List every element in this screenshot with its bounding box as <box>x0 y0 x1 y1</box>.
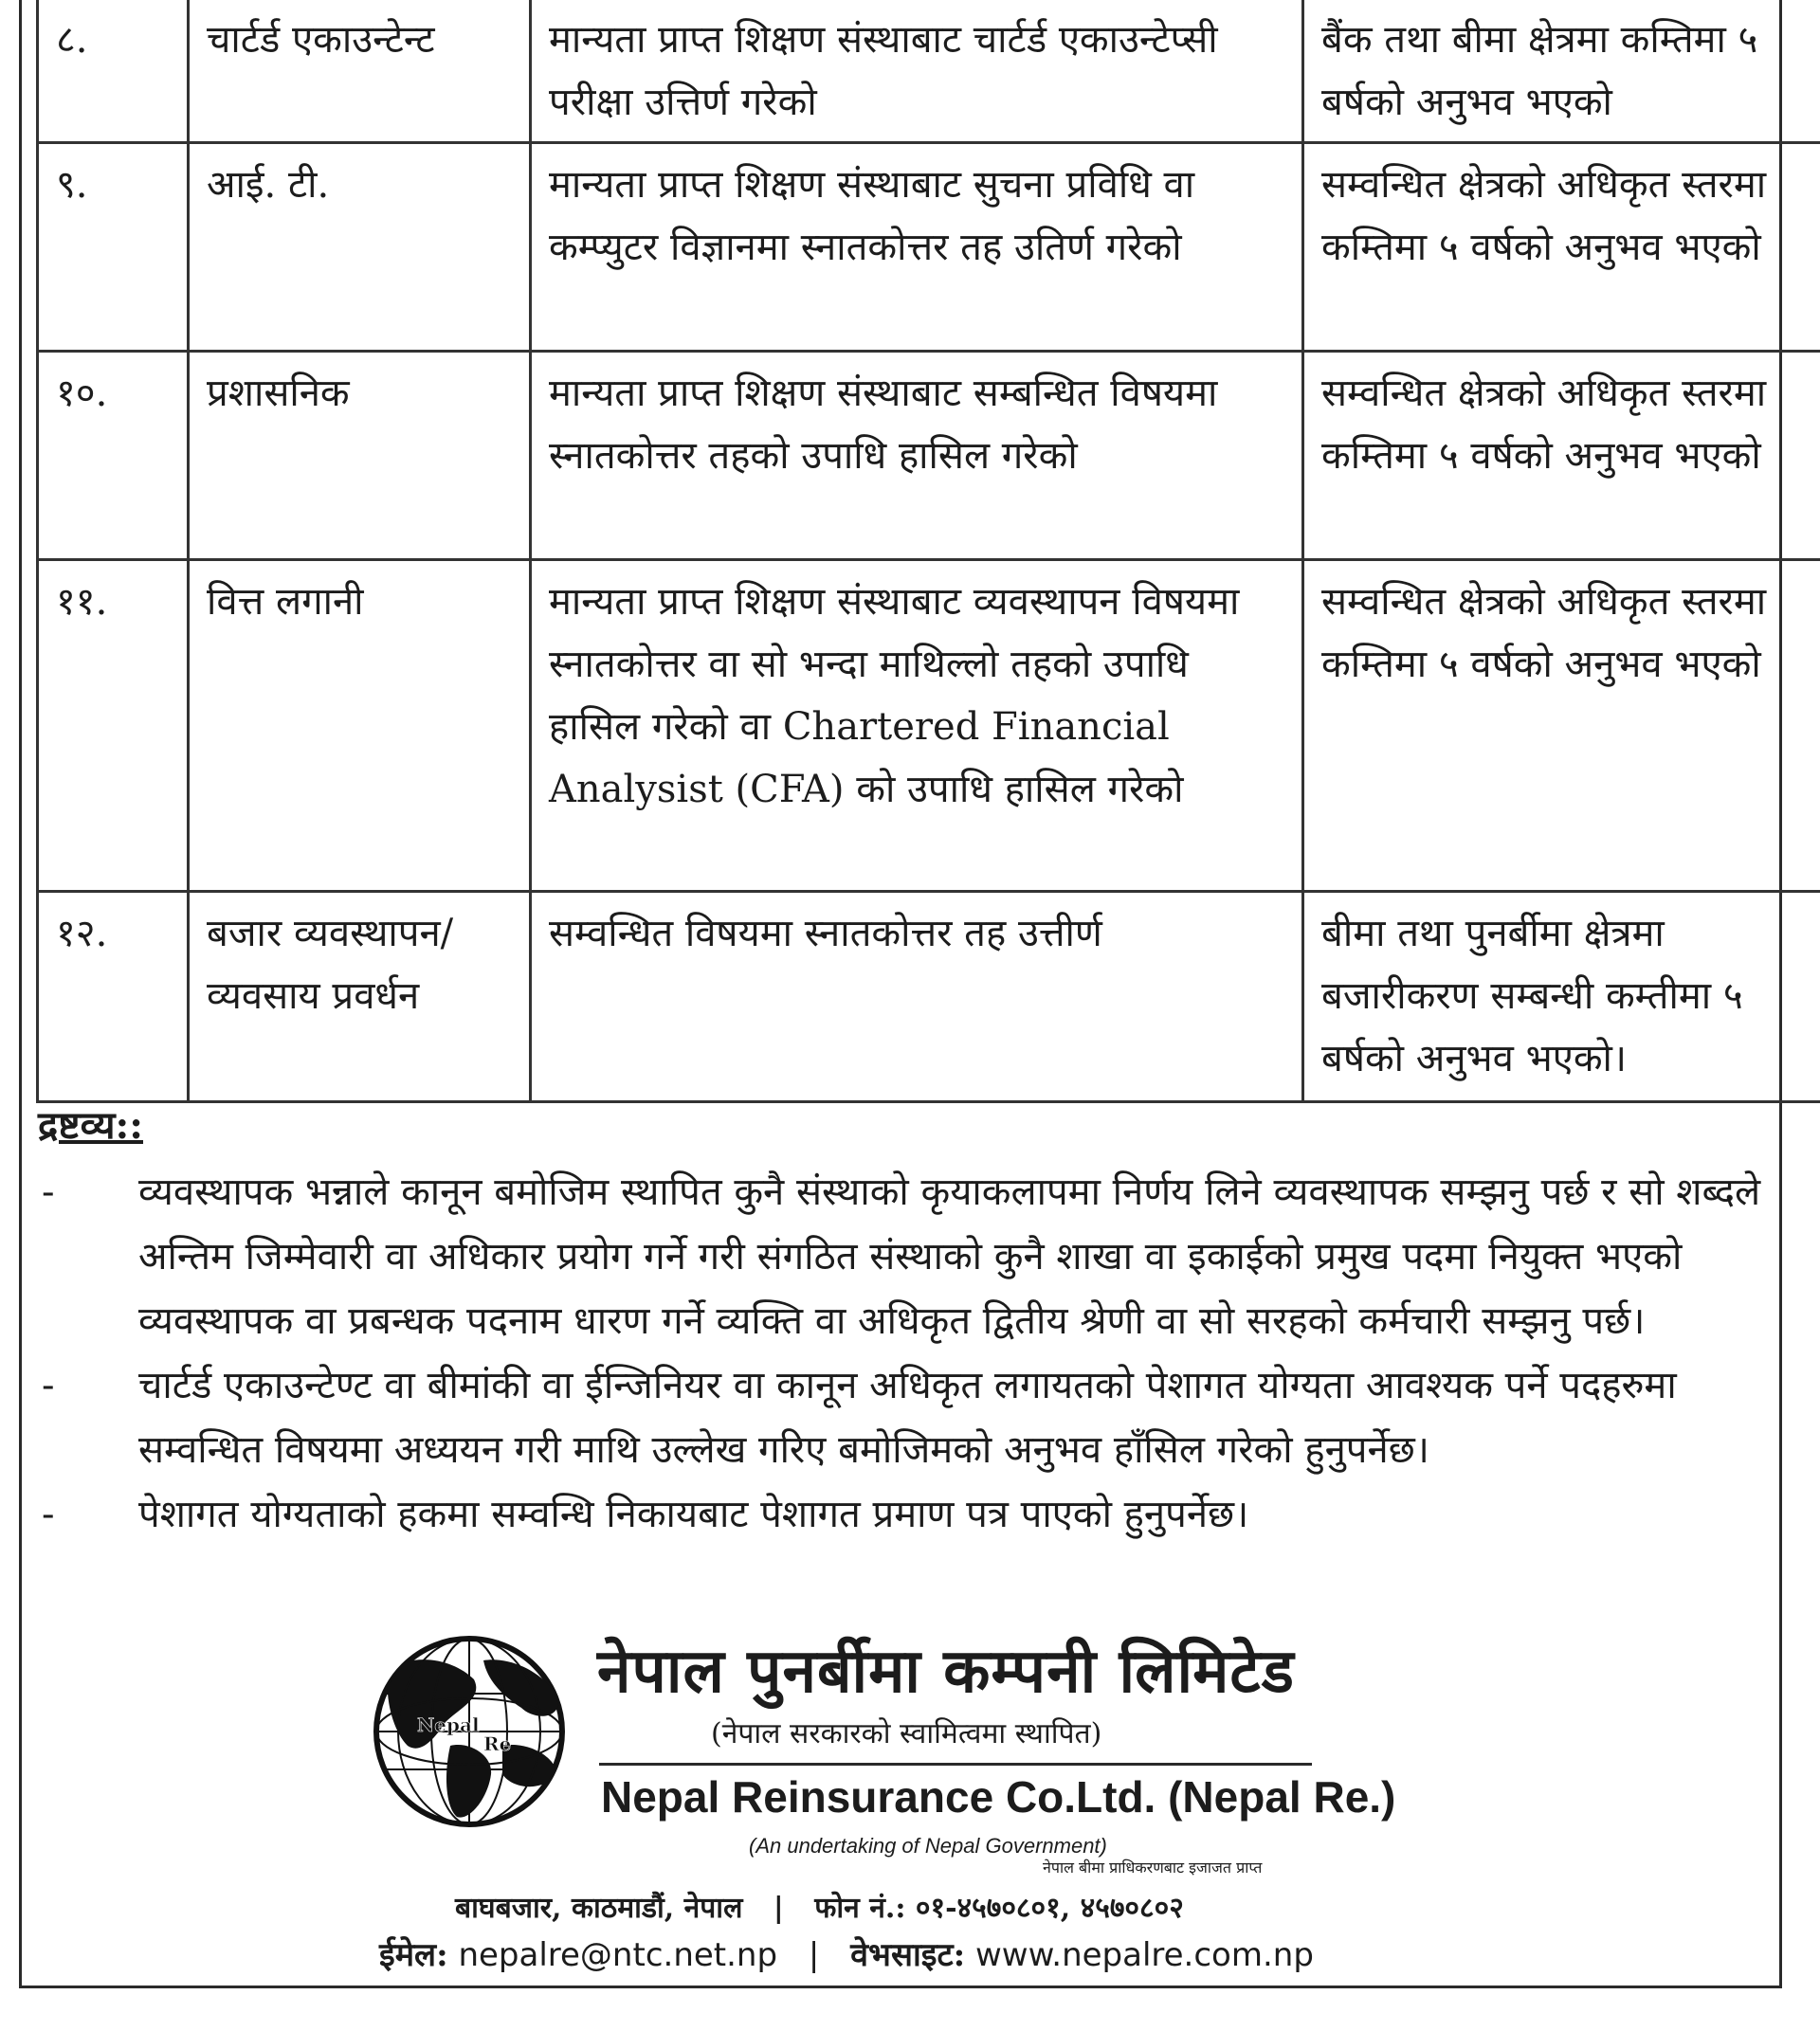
company-name-nepali: नेपाल पुनर्बीमा कम्पनी लिमिटेड <box>597 1636 1295 1707</box>
note-bullet: - <box>42 1364 55 1407</box>
address: बाघबजार, काठमाडौं, नेपाल <box>455 1892 743 1925</box>
company-footer <box>0 1630 1820 1990</box>
phone-label: फोन नं.: <box>814 1892 906 1925</box>
note-bullet: - <box>42 1493 55 1536</box>
website-link[interactable]: www.nepalre.com.np <box>974 1936 1314 1974</box>
note-text: पेशागत योग्यताको हकमा सम्वन्धि निकायबाट पेशागत प्रमाण पत्र पाएको हुनुपर्नेछ। <box>138 1493 1249 1536</box>
globe-logo-icon <box>370 1632 569 1831</box>
qualification-cell: मान्यता प्राप्त शिक्षण संस्थाबाट सम्बन्धित विषयमा स्नातकोत्तर तहको उपाधि हासिल गरेको <box>531 352 1303 560</box>
qualification-cell: सम्वन्धित विषयमा स्नातकोत्तर तह उत्तीर्ण <box>531 892 1303 1102</box>
qualification-cell: मान्यता प्राप्त शिक्षण संस्थाबाट सुचना प्रविधि वा कम्प्युटर विज्ञानमा स्नातकोत्तर तह उतिर्ण गरेको <box>531 143 1303 352</box>
post-name: बजार व्यवस्थापन/ व्यवसाय प्रवर्धन <box>189 892 531 1102</box>
post-name: चार्टर्ड एकाउन्टेन्ट <box>189 0 531 143</box>
post-name: आई. टी. <box>189 143 531 352</box>
qualification-cell: मान्यता प्राप्त शिक्षण संस्थाबाट व्यवस्थापन विषयमा स्नातकोत्तर वा सो भन्दा माथिल्लो तहको उपाधि हासिल गरेको वा Chartered Financial Analysist (CFA) को उपाधि हासिल गरेको <box>531 560 1303 892</box>
table-row <box>38 0 1820 143</box>
row-number: ९. <box>38 143 189 352</box>
company-subtitle-nepali: (नेपाल सरकारको स्वामित्वमा स्थापित) <box>711 1717 1102 1750</box>
qualification-table <box>36 0 1820 1103</box>
separator: | <box>808 1936 820 1974</box>
notes-section <box>38 1097 1782 1547</box>
row-number: ११. <box>38 560 189 892</box>
table-row <box>38 560 1820 892</box>
email-label: ईमेल: <box>379 1936 448 1974</box>
separator: | <box>773 1892 784 1925</box>
company-name-english: Nepal Reinsurance Co.Ltd. (Nepal Re.) <box>601 1772 1396 1822</box>
row-number: १०. <box>38 352 189 560</box>
experience-cell: सम्वन्धित क्षेत्रको अधिकृत स्तरमा कम्तिमा ५ वर्षको अनुभव भएको <box>1303 560 1820 892</box>
post-name: प्रशासनिक <box>189 352 531 560</box>
experience-cell: बैंक तथा बीमा क्षेत्रमा कम्तिमा ५ बर्षको अनुभव भएको <box>1303 0 1820 143</box>
address-line <box>455 1888 1184 1930</box>
notes-title: द्रष्टव्य:: <box>38 1103 144 1148</box>
row-number: १२. <box>38 892 189 1102</box>
note-item <box>38 1353 1782 1482</box>
experience-cell: सम्वन्धित क्षेत्रको अधिकृत स्तरमा कम्तिमा ५ वर्षको अनुभव भएको <box>1303 143 1820 352</box>
license-line: नेपाल बीमा प्राधिकरणबाट इजाजत प्राप्त <box>1043 1859 1263 1877</box>
website-label: वेभसाइट: <box>850 1936 966 1974</box>
qualification-cell: मान्यता प्राप्त शिक्षण संस्थाबाट चार्टर्ड एकाउन्टेप्सी परीक्षा उत्तिर्ण गरेको <box>531 0 1303 143</box>
table-row <box>38 143 1820 352</box>
post-name: वित्त लगानी <box>189 560 531 892</box>
note-text: चार्टर्ड एकाउन्टेण्ट वा बीमांकी वा ईन्जिनियर वा कानून अधिकृत लगायतको पेशागत योग्यता आवश्यक पर्ने पदहरुमा सम्वन्धित विषयमा अध्ययन गरी माथि उल्लेख गरिए बमोजिमको अनुभव हाँसिल गरेको हुनुपर्नेछ। <box>138 1364 1677 1472</box>
divider <box>599 1763 1312 1766</box>
logo-text-nepal: Nepal <box>417 1714 480 1736</box>
logo-text-re: Re <box>483 1732 512 1755</box>
row-number: ८. <box>38 0 189 143</box>
email-link[interactable]: nepalre@ntc.net.np <box>458 1936 778 1974</box>
table-row <box>38 892 1820 1102</box>
note-item <box>38 1160 1782 1353</box>
contact-line <box>379 1933 1314 1977</box>
note-item <box>38 1482 1782 1547</box>
experience-cell: बीमा तथा पुनर्बीमा क्षेत्रमा बजारीकरण सम्बन्धी कम्तीमा ५ बर्षको अनुभव भएको। <box>1303 892 1820 1102</box>
phone-number: ०१-४५७०८०१, ४५७०८०२ <box>915 1892 1184 1925</box>
note-bullet: - <box>42 1170 55 1214</box>
company-subtitle-english: (An undertaking of Nepal Government) <box>749 1834 1107 1858</box>
table-row <box>38 352 1820 560</box>
note-text: व्यवस्थापक भन्नाले कानून बमोजिम स्थापित कुनै संस्थाको कृयाकलापमा निर्णय लिने व्यवस्थापक सम्झनु पर्छ र सो शब्दले अन्तिम जिम्मेवारी वा अधिकार प्रयोग गर्ने गरी संगठित संस्थाको कुनै शाखा वा इकाईको प्रमुख पदमा नियुक्त भएको व्यवस्थापक वा प्रबन्धक पदनाम धारण गर्ने व्यक्ति वा अधिकृत द्वितीय श्रेणी वा सो सरहको कर्मचारी सम्झनु पर्छ। <box>138 1170 1761 1343</box>
experience-cell: सम्वन्धित क्षेत्रको अधिकृत स्तरमा कम्तिमा ५ वर्षको अनुभव भएको <box>1303 352 1820 560</box>
